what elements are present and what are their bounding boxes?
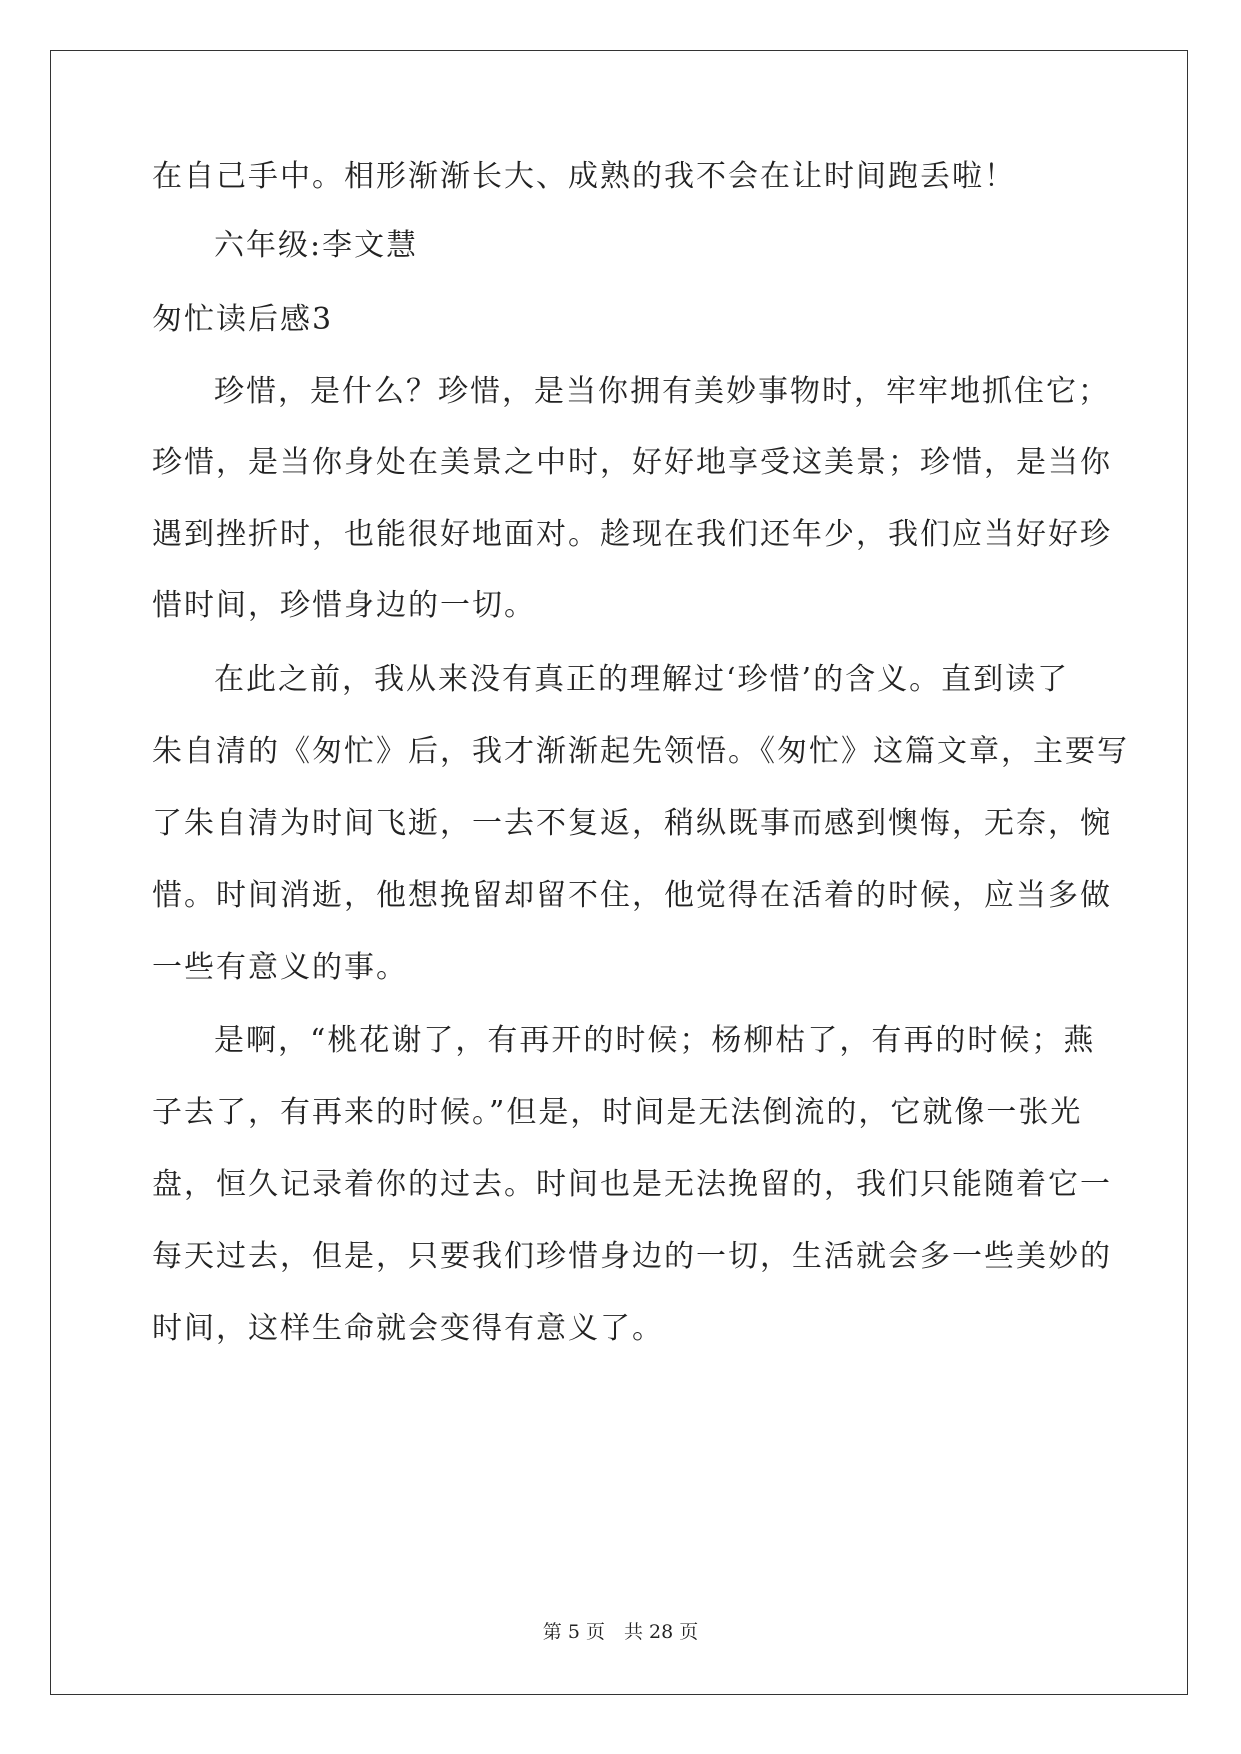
text-line: 在自己手中。相形渐渐长大、成熟的我不会在让时间跑丢啦！ — [152, 159, 1016, 194]
text-line: 子去了，有再来的时候。”但是，时间是无法倒流的，它就像一张光 — [152, 1095, 1083, 1130]
text-line: 时间，这样生命就会变得有意义了。 — [152, 1311, 664, 1346]
text-line: 惜。时间消逝，他想挽留却留不住，他觉得在活着的时候，应当多做 — [152, 878, 1112, 913]
text-line: 珍惜，是什么？珍惜，是当你拥有美妙事物时，牢牢地抓住它； — [214, 374, 1110, 409]
text-line: 珍惜，是当你身处在美景之中时，好好地享受这美景；珍惜，是当你 — [152, 445, 1112, 480]
section-heading: 匆忙读后感3 — [152, 302, 334, 337]
text-line: 朱自清的《匆忙》后，我才渐渐起先领悟。《匆忙》这篇文章，主要写 — [152, 734, 1129, 769]
text-line: 盘，恒久记录着你的过去。时间也是无法挽留的，我们只能随着它一 — [152, 1167, 1112, 1202]
page-number-label: 第 5 页 共 28 页 — [542, 1621, 699, 1643]
page-border — [50, 50, 1188, 1695]
text-line: 是啊，“桃花谢了，有再开的时候；杨柳枯了，有再的时候；燕 — [214, 1023, 1096, 1058]
text-line: 惜时间，珍惜身边的一切。 — [152, 588, 536, 623]
text-line: 了朱自清为时间飞逝，一去不复返，稍纵既事而感到懊悔，无奈，惋 — [152, 806, 1112, 841]
author-line: 六年级:李文慧 — [214, 228, 419, 263]
page-number-footer — [0, 1620, 1241, 1644]
text-line: 一些有意义的事。 — [152, 950, 408, 985]
text-line: 每天过去，但是，只要我们珍惜身边的一切，生活就会多一些美妙的 — [152, 1239, 1112, 1274]
text-line: 在此之前，我从来没有真正的理解过‘珍惜’的含义。直到读了 — [214, 662, 1070, 697]
text-line: 遇到挫折时，也能很好地面对。趁现在我们还年少，我们应当好好珍 — [152, 517, 1112, 552]
